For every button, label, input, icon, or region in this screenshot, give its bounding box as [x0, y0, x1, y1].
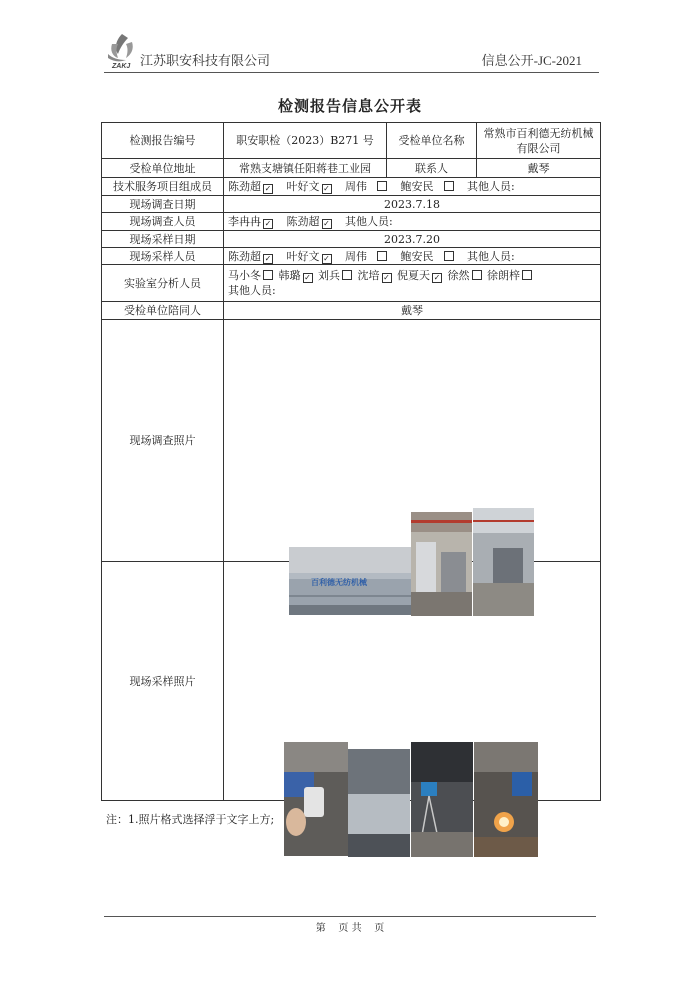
lab-other-label: 其他人员: [228, 284, 276, 297]
sample-staff-other-label: 其他人员: [467, 249, 515, 263]
page-header [104, 30, 582, 72]
checkbox-checked[interactable] [322, 219, 332, 229]
team-label: 技术服务项目组成员 [102, 178, 224, 196]
unit-name-value: 常熟市百利德无纺机械有限公司 [477, 123, 601, 159]
team-member-3: 周伟 [345, 180, 367, 193]
survey-photo-area [224, 320, 601, 587]
survey-photo-workshop-1 [411, 512, 472, 616]
report-info-table [101, 122, 601, 801]
sample-photo-welding [474, 742, 538, 857]
checkbox-checked[interactable] [382, 273, 392, 283]
checkbox-checked[interactable] [322, 254, 332, 264]
lab-label: 实验室分析人员 [102, 265, 224, 302]
company-name: 江苏职安科技有限公司 [140, 54, 271, 69]
team-other-label: 其他人员: [467, 180, 515, 193]
checkbox-checked[interactable] [303, 273, 313, 283]
checkbox-unchecked[interactable] [444, 181, 454, 191]
address-label: 受检单位地址 [102, 159, 224, 178]
survey-staff-other-label: 其他人员: [345, 215, 393, 228]
page-title: 检测报告信息公开表 [277, 97, 422, 115]
row-report-no [102, 123, 601, 159]
checkbox-unchecked[interactable] [263, 270, 273, 280]
lab-member-7: 徐朗梓 [487, 269, 520, 282]
sample-photo-building [348, 749, 410, 857]
row-address [102, 159, 601, 178]
row-lab [102, 265, 601, 302]
sample-staff-1: 陈劲超 [228, 249, 261, 263]
address-value: 常熟支塘镇任阳蒋巷工业园 [224, 159, 387, 178]
survey-staff-label: 现场调查人员 [102, 213, 224, 231]
row-team [102, 178, 601, 196]
report-no-label: 检测报告编号 [102, 123, 224, 159]
checkbox-checked[interactable] [432, 273, 442, 283]
team-member-2: 叶好文 [286, 180, 320, 193]
sample-photo-label: 现场采样照片 [102, 562, 224, 801]
row-sample-staff [102, 248, 601, 265]
sample-staff-label: 现场采样人员 [102, 248, 224, 265]
checkbox-unchecked[interactable] [377, 251, 387, 261]
unit-name-label: 受检单位名称 [387, 123, 477, 159]
checkbox-checked[interactable] [322, 184, 332, 194]
survey-photo-building [289, 547, 411, 615]
survey-date-value: 2023.7.18 [224, 196, 601, 213]
row-survey-photos [102, 320, 601, 562]
contact-value: 戴琴 [477, 159, 601, 178]
checkbox-unchecked[interactable] [342, 270, 352, 280]
checkbox-unchecked[interactable] [472, 270, 482, 280]
lab-member-6: 徐然 [447, 269, 470, 282]
escort-label: 受检单位陪同人 [102, 302, 224, 320]
sample-staff-4: 鲍安民 [400, 249, 434, 263]
sample-date-value: 2023.7.20 [224, 231, 601, 248]
sample-staff-2: 叶好文 [286, 249, 320, 263]
contact-label: 联系人 [387, 159, 477, 178]
checkbox-checked[interactable] [263, 254, 273, 264]
row-survey-staff [102, 213, 601, 231]
survey-staff-1: 李冉冉 [228, 215, 261, 228]
page-number: 第 页 共 页 [315, 923, 385, 934]
lab-members [224, 265, 601, 302]
sample-staff-members [224, 248, 601, 265]
lab-member-1: 马小冬 [228, 269, 261, 282]
survey-photo-workshop-2 [473, 508, 534, 616]
logo-text: ZAKJ [112, 63, 131, 70]
sample-date-label: 现场采样日期 [102, 231, 224, 248]
row-survey-date [102, 196, 601, 213]
survey-date-label: 现场调查日期 [102, 196, 224, 213]
sample-staff-3: 周伟 [345, 249, 367, 263]
row-sample-date [102, 231, 601, 248]
lab-member-2: 韩璐 [278, 269, 301, 282]
footnote: 注：1.照片格式选择浮于文字上方; [106, 813, 275, 826]
survey-photo-label: 现场调查照片 [102, 320, 224, 562]
checkbox-checked[interactable] [263, 184, 273, 194]
team-members [224, 178, 601, 196]
document-code: 信息公开-JC-2021 [481, 53, 582, 68]
survey-staff-2: 陈劲超 [286, 215, 320, 228]
report-no-value: 职安职检（2023）B271 号 [224, 123, 387, 159]
checkbox-unchecked[interactable] [444, 251, 454, 261]
sample-photo-tripod [411, 742, 473, 857]
team-member-4: 鲍安民 [400, 180, 434, 193]
sample-photo-meter [284, 742, 348, 856]
lab-member-4: 沈培 [357, 269, 380, 282]
lab-member-3: 刘兵 [318, 269, 340, 282]
checkbox-checked[interactable] [263, 219, 273, 229]
building-sign-text: 百利德无纺机械 [311, 577, 367, 587]
header-divider [104, 72, 599, 73]
checkbox-unchecked[interactable] [522, 270, 532, 280]
survey-staff-members [224, 213, 601, 231]
escort-value: 戴琴 [224, 302, 601, 320]
row-escort [102, 302, 601, 320]
company-logo-icon [104, 30, 140, 70]
lab-member-5: 倪夏天 [397, 269, 430, 282]
footer-divider [104, 916, 596, 917]
team-member-1: 陈劲超 [228, 180, 261, 193]
checkbox-unchecked[interactable] [377, 181, 387, 191]
